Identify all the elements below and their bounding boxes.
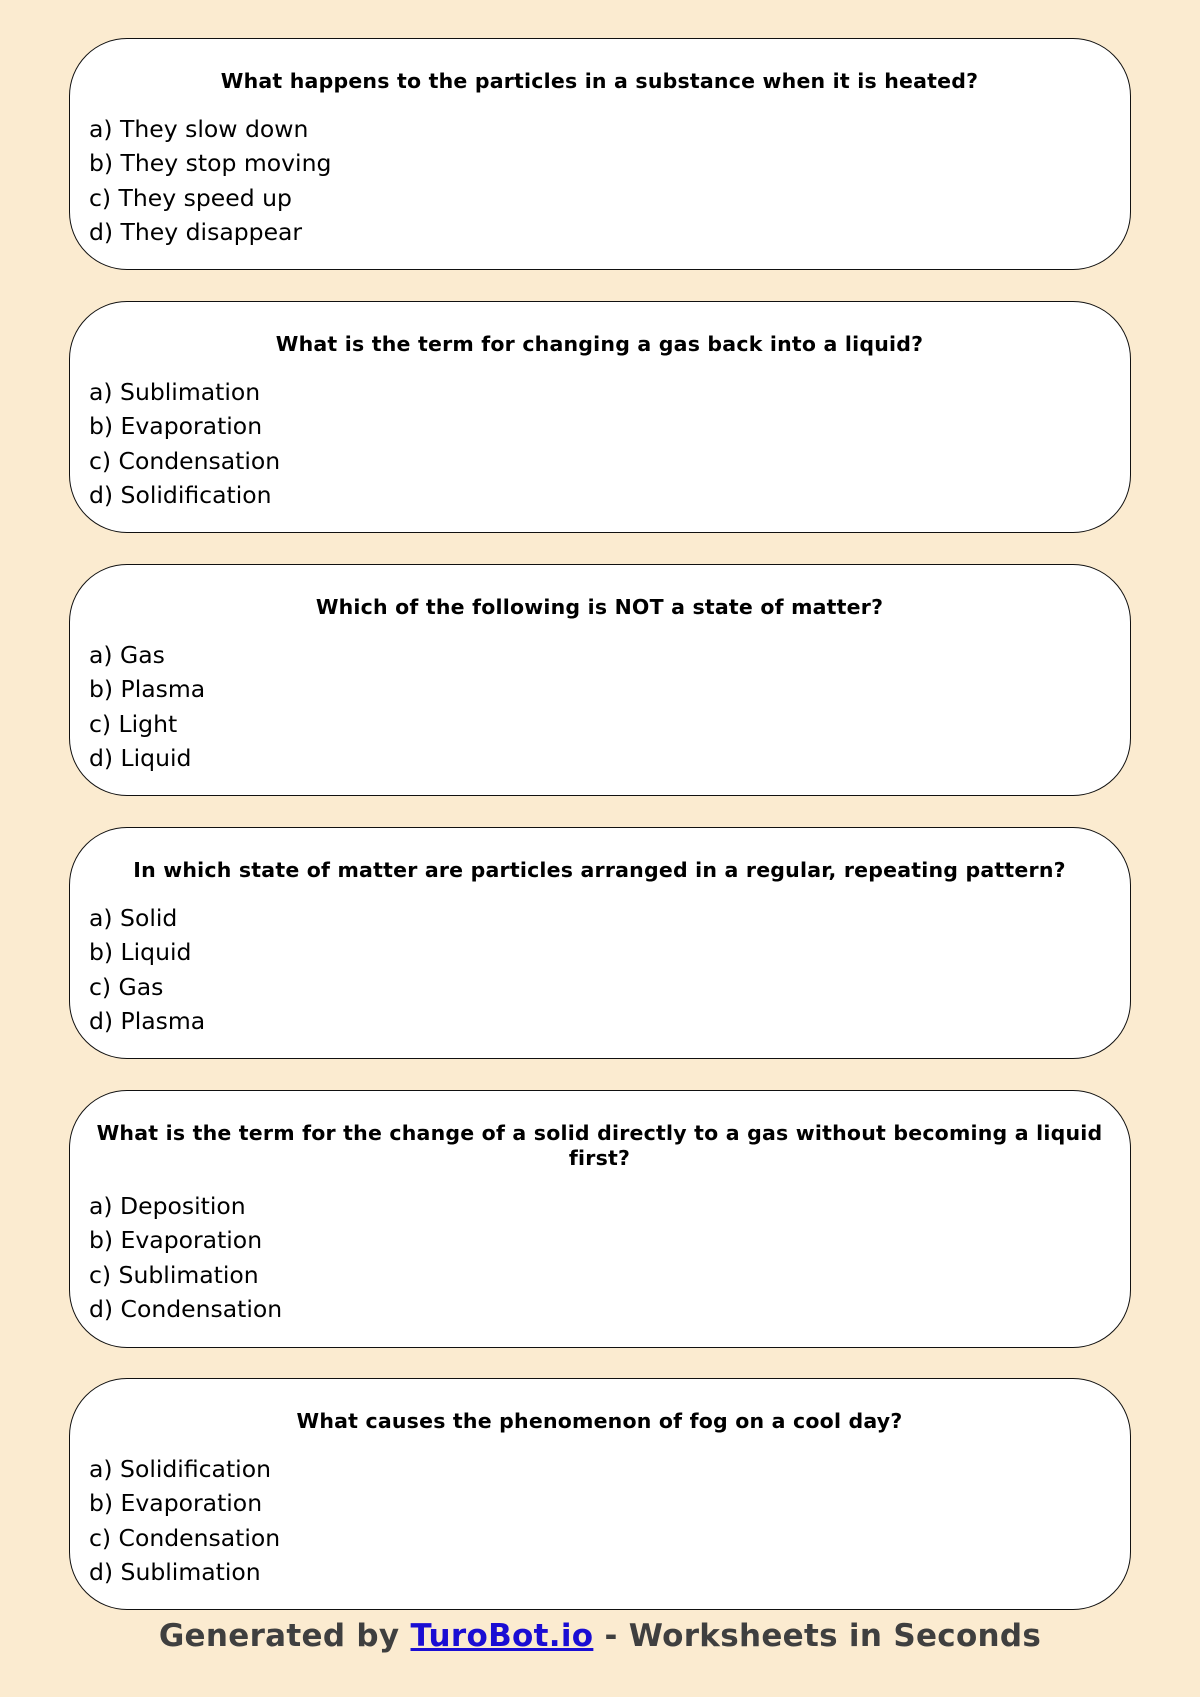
question-card-2: [69, 301, 1131, 533]
question-card-5: [69, 1090, 1131, 1348]
question-text: What causes the phenomenon of fog on a cool day?: [296, 1409, 903, 1433]
question-card-3: [69, 564, 1131, 796]
answer-option: c) Light: [89, 709, 178, 738]
question-text: What is the term for the change of a solid directly to a gas without becoming a liquid first?: [96, 1121, 1103, 1170]
question-card-1: [69, 38, 1131, 270]
answer-options: [89, 1189, 1110, 1326]
answer-option: d) Liquid: [89, 743, 192, 772]
answer-option: c) Gas: [89, 972, 164, 1001]
answer-option: d) Condensation: [89, 1294, 283, 1323]
answer-options: [89, 375, 1110, 512]
answer-options: [89, 112, 1110, 249]
answer-option: d) Plasma: [89, 1006, 206, 1035]
question-card-4: [69, 827, 1131, 1059]
answer-option: b) Evaporation: [89, 1226, 263, 1255]
answer-options: [89, 901, 1110, 1038]
answer-option: b) Evaporation: [89, 412, 263, 441]
answer-option: d) Solidification: [89, 480, 272, 509]
answer-option: a) Sublimation: [89, 378, 261, 406]
answer-option: a) Solid: [89, 904, 178, 932]
footer-credit: [0, 1618, 1200, 1654]
answer-option: c) Condensation: [89, 446, 281, 475]
answer-option: c) Sublimation: [89, 1260, 259, 1289]
answer-option: d) They disappear: [89, 217, 303, 246]
question-text: What is the term for changing a gas back into a liquid?: [275, 332, 924, 356]
answer-option: c) Condensation: [89, 1523, 281, 1552]
answer-option: c) They speed up: [89, 183, 292, 212]
answer-options: [89, 638, 1110, 775]
answer-option: a) Deposition: [89, 1192, 246, 1220]
question-card-6: [69, 1378, 1131, 1610]
footer-suffix: - Worksheets in Seconds: [593, 1618, 1042, 1654]
question-text: Which of the following is NOT a state of matter?: [315, 595, 884, 619]
question-text: What happens to the particles in a substance when it is heated?: [220, 69, 979, 93]
answer-option: b) Plasma: [89, 675, 206, 704]
answer-option: a) Gas: [89, 641, 165, 669]
answer-option: a) Solidification: [89, 1455, 271, 1483]
answer-option: b) They stop moving: [89, 149, 332, 178]
answer-option: a) They slow down: [89, 115, 309, 143]
answer-option: d) Sublimation: [89, 1557, 261, 1586]
question-text: In which state of matter are particles arranged in a regular, repeating pattern?: [133, 858, 1066, 882]
answer-option: b) Evaporation: [89, 1489, 263, 1518]
answer-option: b) Liquid: [89, 938, 192, 967]
footer-prefix: Generated by: [158, 1618, 411, 1654]
turobot-link[interactable]: TuroBot.io: [410, 1618, 594, 1654]
answer-options: [89, 1452, 1110, 1589]
